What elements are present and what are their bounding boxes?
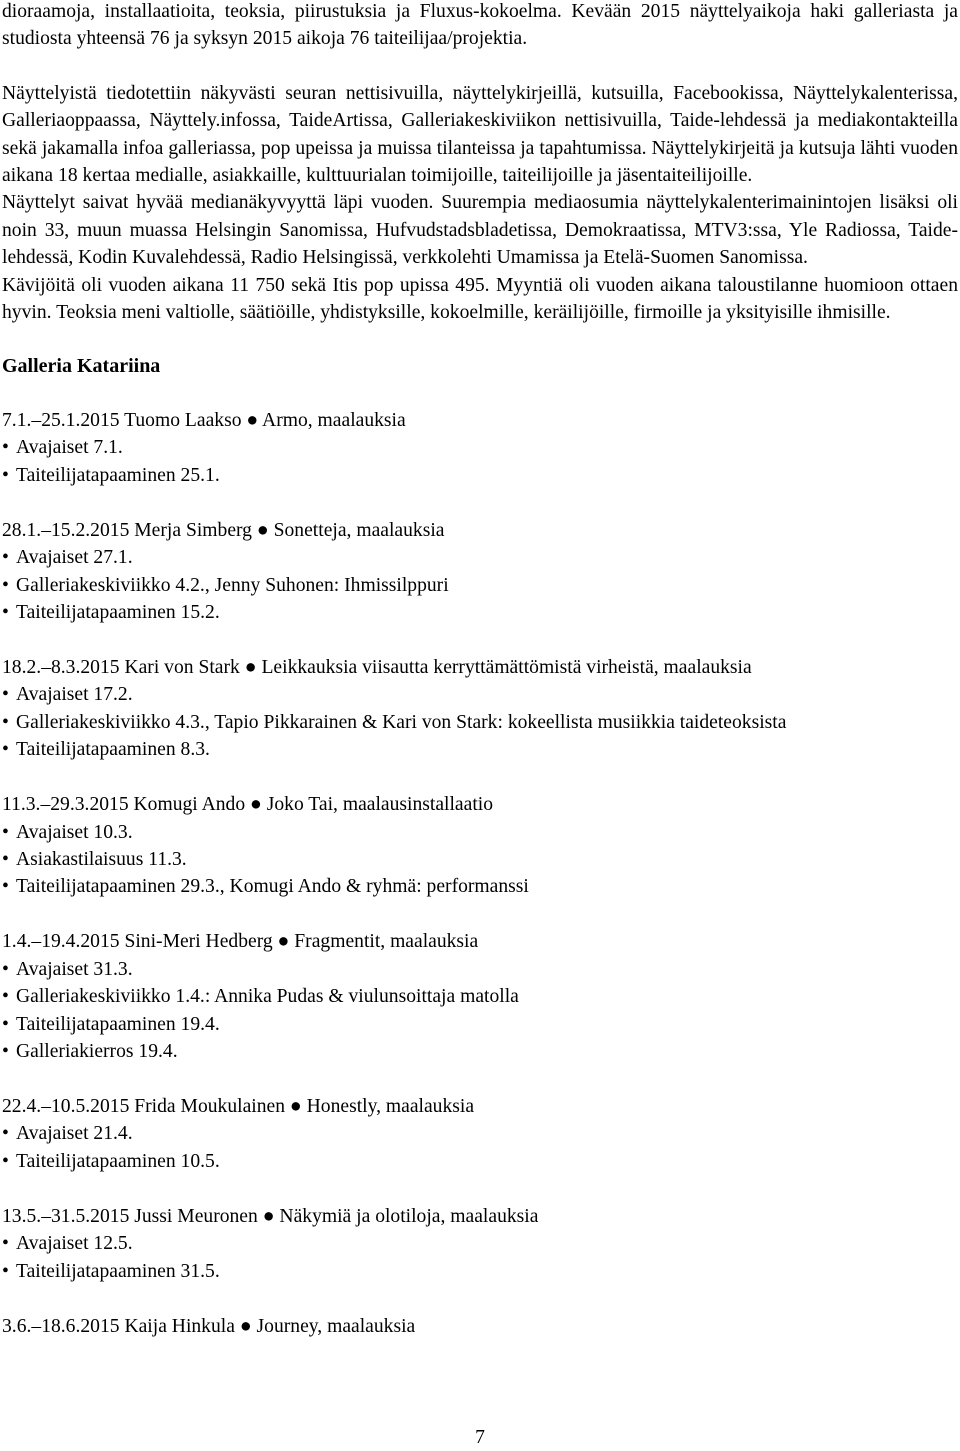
bullet-icon: • [2, 739, 9, 761]
event-detail-item [2, 846, 958, 873]
event-detail-item [2, 956, 958, 983]
bullet-icon: • [2, 601, 9, 623]
event-detail-text: Avajaiset 31.3. [16, 958, 133, 980]
event-detail-item [2, 462, 958, 489]
exhibition-list [2, 407, 958, 1340]
event-detail-text: Avajaiset 7.1. [16, 437, 123, 459]
event-detail-text: Avajaiset 27.1. [16, 547, 133, 569]
exhibition-title: 7.1.–25.1.2015 Tuomo Laakso ● Armo, maalauksia [2, 409, 406, 431]
event-detail-text: Galleriakierros 19.4. [16, 1040, 178, 1062]
event-detail-text: Taiteilijatapaaminen 19.4. [16, 1013, 220, 1035]
bullet-icon: • [2, 684, 9, 706]
bullet-icon: • [2, 1233, 9, 1255]
bullet-icon: • [2, 547, 9, 569]
event-detail-item [2, 1120, 958, 1147]
bullet-icon: • [2, 437, 9, 459]
event-detail-text: Galleriakeskiviikko 4.2., Jenny Suhonen: Ihmissilppuri [16, 574, 449, 596]
bullet-icon: • [2, 1260, 9, 1282]
exhibition-entry [2, 517, 958, 627]
event-detail-item [2, 1230, 958, 1257]
bullet-icon: • [2, 986, 9, 1008]
exhibition-title: 1.4.–19.4.2015 Sini-Meri Hedberg ● Fragmentit, maalauksia [2, 931, 479, 953]
event-detail-item [2, 873, 958, 900]
event-detail-text: Avajaiset 21.4. [16, 1123, 133, 1145]
exhibition-entry [2, 407, 958, 489]
bullet-icon: • [2, 1013, 9, 1035]
media-paragraph: Näyttelyt saivat hyvää medianäkyvyyttä läpi vuoden. Suurempia mediaosumia näyttelykalenterimainintojen lisäksi oli noin 33, muun muassa Helsingin Sanomissa, Hufvudstadsbladetissa, Demokraatissa, MTV3:ssa, Yle Radiossa, Taide-lehdessä, Kodin Kuvalehdessä, Radio Helsingissä, verkkolehti Umamissa ja Etelä-Suomen Sanomissa. [2, 192, 958, 269]
exhibition-entry [2, 1093, 958, 1175]
exhibition-title: 18.2.–8.3.2015 Kari von Stark ● Leikkauksia viisautta kerryttämättömistä virheistä, maalauksia [2, 656, 752, 678]
event-detail-text: Avajaiset 10.3. [16, 821, 133, 843]
bullet-icon: • [2, 958, 9, 980]
event-detail-item [2, 572, 958, 599]
exhibition-title: 11.3.–29.3.2015 Komugi Ando ● Joko Tai, maalausinstallaatio [2, 794, 494, 816]
bullet-icon: • [2, 1123, 9, 1145]
event-detail-text: Taiteilijatapaaminen 29.3., Komugi Ando & ryhmä: performanssi [16, 876, 529, 898]
bullet-icon: • [2, 574, 9, 596]
event-detail-item [2, 983, 958, 1010]
event-detail-text: Avajaiset 12.5. [16, 1233, 133, 1255]
bullet-icon: • [2, 876, 9, 898]
event-detail-text: Taiteilijatapaaminen 15.2. [16, 601, 220, 623]
event-detail-text: Asiakastilaisuus 11.3. [16, 848, 187, 870]
bullet-icon: • [2, 821, 9, 843]
exhibition-entry [2, 654, 958, 764]
exhibition-entry [2, 1313, 958, 1340]
exhibition-title: 13.5.–31.5.2015 Jussi Meuronen ● Näkymiä ja olotiloja, maalauksia [2, 1205, 539, 1227]
event-detail-item [2, 819, 958, 846]
bullet-icon: • [2, 711, 9, 733]
event-detail-item [2, 544, 958, 571]
event-detail-item [2, 1148, 958, 1175]
event-detail-text: Taiteilijatapaaminen 10.5. [16, 1150, 220, 1172]
event-detail-item [2, 1258, 958, 1285]
event-detail-text: Taiteilijatapaaminen 8.3. [16, 739, 210, 761]
event-detail-item [2, 736, 958, 763]
event-detail-text: Avajaiset 17.2. [16, 684, 133, 706]
exhibition-title: 3.6.–18.6.2015 Kaija Hinkula ● Journey, maalauksia [2, 1315, 416, 1337]
event-detail-text: Galleriakeskiviikko 1.4.: Annika Pudas & viulunsoittaja matolla [16, 986, 519, 1008]
event-detail-item [2, 434, 958, 461]
event-detail-text: Taiteilijatapaaminen 31.5. [16, 1260, 220, 1282]
bullet-icon: • [2, 1150, 9, 1172]
exhibition-entry [2, 1203, 958, 1285]
section-heading: Galleria Katariina [2, 355, 161, 378]
event-detail-item [2, 1038, 958, 1065]
visitors-paragraph: Kävijöitä oli vuoden aikana 11 750 sekä Itis pop upissa 495. Myyntiä oli vuoden aikana taloustilanne huomioon ottaen hyvin. Teoksia meni valtiolle, säätiöille, yhdistyksille, kokoelmille, keräilijöille, firmoille ja yksityisille ihmisille. [2, 274, 958, 324]
intro-paragraph: dioraamoja, installaatioita, teoksia, piirustuksia ja Fluxus-kokoelma. Kevään 2015 näyttelyaikoja haki galleriasta ja studiosta yhteensä 76 ja syksyn 2015 aikoja 76 taiteilijaa/projektia. [2, 1, 958, 50]
exhibition-title: 28.1.–15.2.2015 Merja Simberg ● Sonetteja, maalauksia [2, 519, 445, 541]
document-body [2, 0, 958, 1368]
event-detail-item [2, 599, 958, 626]
exhibition-title: 22.4.–10.5.2015 Frida Moukulainen ● Honestly, maalauksia [2, 1095, 475, 1117]
publicity-paragraph: Näyttelyistä tiedotettiin näkyvästi seuran nettisivuilla, näyttelykirjeillä, kutsuilla, Facebookissa, Näyttelykalenterissa, Galleriaoppaassa, Näyttely.infossa, TaideArtissa, Galleriakeskiviikon nettisivuilla, Taide-lehdessä ja mediakontakteilla sekä jakamalla infoa galleriassa, pop upeissa ja muissa tilanteissa ja tapahtumissa. Näyttelykirjeitä ja kutsuja lähti vuoden aikana 18 kertaa medialle, asiakkaille, kulttuurialan toimijoille, taiteilijoille ja jäsentaiteilijoille. [2, 82, 958, 187]
event-detail-item [2, 709, 958, 736]
event-detail-item [2, 1011, 958, 1038]
event-detail-text: Taiteilijatapaaminen 25.1. [16, 464, 220, 486]
bullet-icon: • [2, 848, 9, 870]
exhibition-entry [2, 928, 958, 1065]
event-detail-text: Galleriakeskiviikko 4.3., Tapio Pikkarainen & Kari von Stark: kokeellista musiikkia taideteoksista [16, 711, 787, 733]
exhibition-entry [2, 791, 958, 901]
bullet-icon: • [2, 464, 9, 486]
event-detail-item [2, 681, 958, 708]
page-number: 7 [475, 1427, 485, 1448]
bullet-icon: • [2, 1040, 9, 1062]
